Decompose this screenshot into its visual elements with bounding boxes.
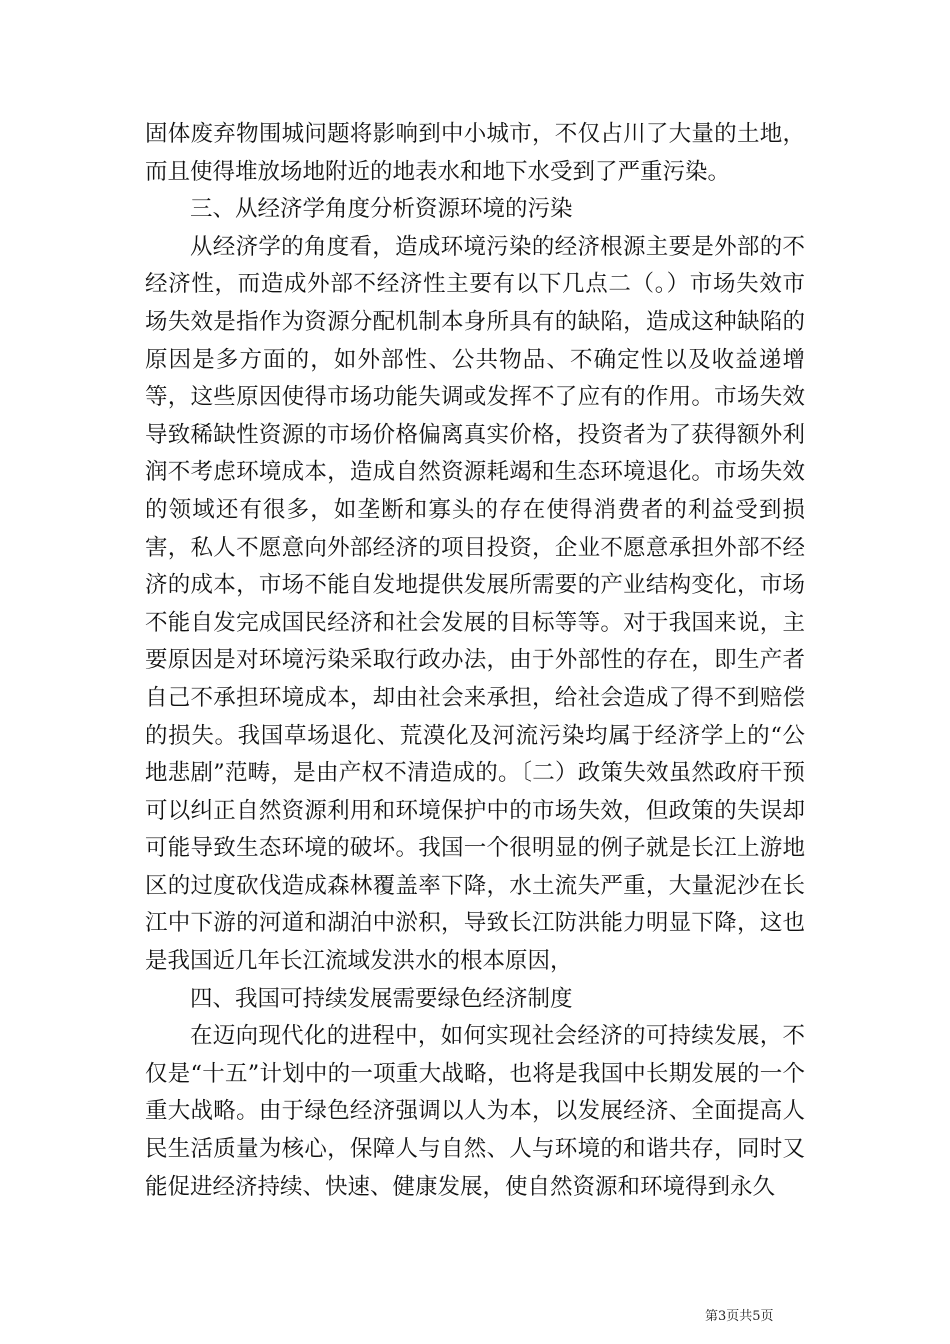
paragraph-green-economy: 在迈向现代化的进程中，如何实现社会经济的可持续发展，不仅是“十五”计划中的一项重大战略，也将是我国中长期发展的一个重大战略。由于绿色经济强调以人为本，以发展经济、全面提高人民生活质量为核心，保障人与自然、人与环境的和谐共存，同时又能促进经济持续、快速、健康发展，使自然资源和环境得到永久 — [145, 1023, 805, 1200]
paragraph-economics: 从经济学的角度看，造成环境污染的经济根源主要是外部的不经济性，而造成外部不经济性主要有以下几点二（。）市场失效市场失效是指作为资源分配机制本身所具有的缺陷，造成这种缺陷的原因是多方面的，如外部性、公共物品、不确定性以及收益递增等，这些原因使得市场功能失调或发挥不了应有的作用。市场失效导致稀缺性资源的市场价格偏离真实价格，投资者为了获得额外利润不考虑环境成本，造成自然资源耗竭和生态环境退化。市场失效的领域还有很多，如垄断和寡头的存在使得消费者的利益受到损害，私人不愿意向外部经济的项目投资，企业不愿意承担外部不经济的成本，市场不能自发地提供发展所需要的产业结构变化，市场不能自发完成国民经济和社会发展的目标等等。对于我国来说，主要原因是对环境污染采取行政办法，由于外部性的存在，即生产者自己不承担环境成本，却由社会来承担，给社会造成了得不到赔偿的损失。我国草场退化、荒漠化及河流污染均属于经济学上的“公地悲剧”范畴，是由产权不清造成的。〔二）政策失效虽然政府干预可以纠正自然资源利用和环境保护中的市场失效，但政策的失误却可能导致生态环境的破坏。我国一个很明显的例子就是长江上游地区的过度砍伐造成森林覆盖率下降，水土流失严重，大量泥沙在长江中下游的河道和湖泊中淤积，导致长江防洪能力明显下降，这也是我国近几年长江流域发洪水的根本原因， — [145, 233, 805, 975]
page-number-footer: 第3页共5页 — [705, 1309, 774, 1324]
section-heading-4: 四、我国可持续发展需要绿色经济制度 — [190, 985, 573, 1012]
section-heading-3: 三、从经济学角度分析资源环境的污染 — [190, 196, 573, 223]
paragraph-continuation: 固体废弃物围城问题将影响到中小城市，不仅占川了大量的土地，而且使得堆放场地附近的地表水和地下水受到了严重污染。 — [145, 121, 805, 185]
document-body — [145, 116, 805, 1206]
